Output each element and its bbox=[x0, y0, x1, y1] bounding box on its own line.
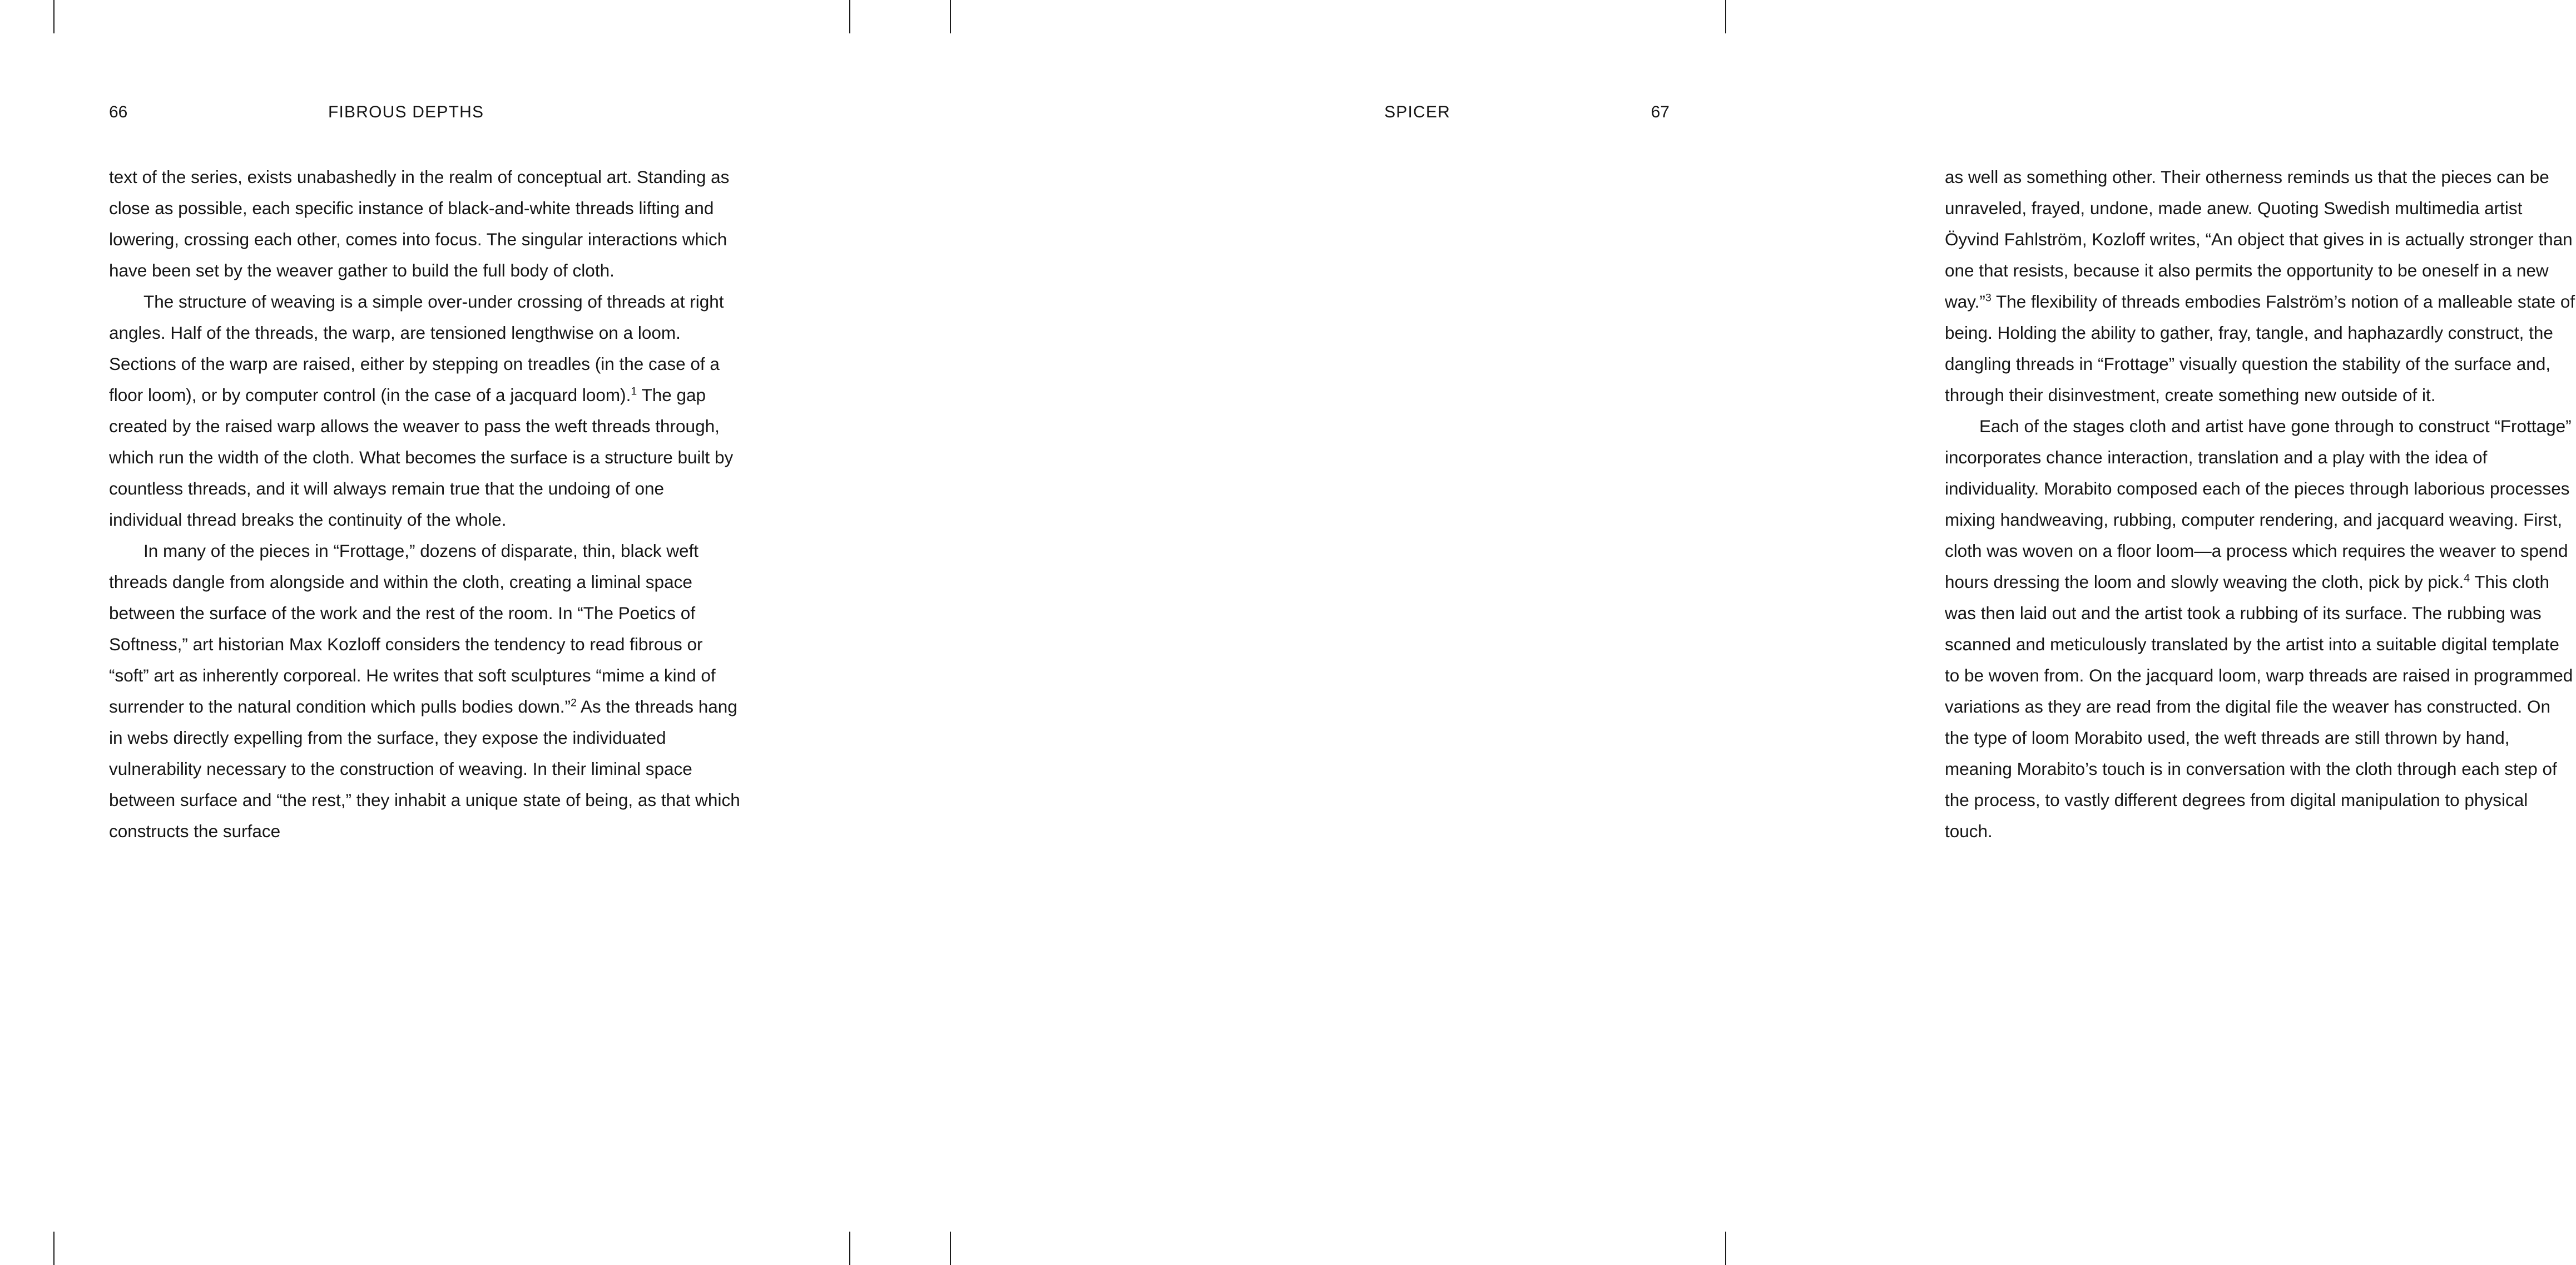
right-page-text-column bbox=[1945, 161, 2576, 847]
left-page-text-column bbox=[109, 161, 740, 847]
right-page-folio: 67 bbox=[1651, 103, 1670, 121]
footnote-marker-1[interactable]: 1 bbox=[631, 385, 637, 398]
paragraph-text-continued: The gap created by the raised warp allows the weaver to pass the weft threads through, which run the width of the cloth. What becomes the surface is a structure built by countless threads, and it will always remain true that the undoing of one individual thread breaks the continuity of the whole. bbox=[109, 385, 734, 530]
paragraph bbox=[109, 535, 740, 847]
footnote-marker-2[interactable]: 2 bbox=[570, 696, 577, 709]
paragraph: text of the series, exists unabashedly in the realm of conceptual art. Standing as close as possible, each specific instance of black-and-white threads lifting and lowering, crossing each other, comes into focus. The singular interactions which have been set by the weaver gather to build the full body of cloth. bbox=[109, 167, 730, 280]
footnote-marker-3[interactable]: 3 bbox=[1985, 291, 1992, 304]
left-page-folio: 66 bbox=[109, 103, 128, 121]
paragraph bbox=[1945, 161, 2576, 411]
right-page bbox=[889, 0, 2575, 1265]
paragraph-text: The structure of weaving is a simple over-under crossing of threads at right angles. Half of the threads, the warp, are tensioned lengthwise on a loom. Sections of the warp are raised, either by stepping on treadles (in the case of a floor loom), or by computer control (in the case of a jacquard loom). bbox=[109, 291, 724, 405]
right-page-running-head: SPICER bbox=[1384, 103, 1450, 121]
left-page bbox=[0, 0, 889, 1265]
left-page-running-head: FIBROUS DEPTHS bbox=[328, 103, 484, 121]
footnote-marker-4[interactable]: 4 bbox=[2464, 572, 2470, 585]
paragraph bbox=[109, 286, 740, 535]
paragraph-text-continued: The flexibility of threads embodies Falström’s notion of a malleable state of being. Holding the ability to gather, fray, tangle, and haphazardly construct, the dangling threads in “Frottage” visually question the stability of the surface and, through their disinvestment, create something new outside of it. bbox=[1945, 291, 2575, 405]
paragraph-text-continued: This cloth was then laid out and the artist took a rubbing of its surface. The rubbing was scanned and meticulously translated by the artist into a suitable digital template to be woven from. On the jacquard loom, warp threads are raised in programmed variations as they are read from the digital file the weaver has constructed. On the type of loom Morabito used, the weft threads are still thrown by hand, meaning Morabito’s touch is in conversation with the cloth through each step of the process, to vastly different degrees from digital manipulation to physical touch. bbox=[1945, 572, 2573, 841]
paragraph-text-continued: As the threads hang in webs directly expelling from the surface, they expose the individuated vulnerability necessary to the construction of weaving. In their liminal space between surface and “the rest,” they inhabit a unique state of being, as that which constructs the surface bbox=[109, 696, 740, 841]
paragraph-text: as well as something other. Their otherness reminds us that the pieces can be unraveled, frayed, undone, made anew. Quoting Swedish multimedia artist Öyvind Fahlström, Kozloff writes, “An object that gives in is actually stronger than one that resists, because it also permits the opportunity to be oneself in a new way.” bbox=[1945, 167, 2573, 312]
paragraph-text: Each of the stages cloth and artist have gone through to construct “Frottage” incorporates chance interaction, translation and a play with the idea of individuality. Morabito composed each of the pieces through laborious processes mixing handweaving, rubbing, computer rendering, and jacquard weaving. First, cloth was woven on a floor loom—a process which requires the weaver to spend hours dressing the loom and slowly weaving the cloth, pick by pick. bbox=[1945, 416, 2572, 592]
paragraph bbox=[1945, 411, 2576, 847]
paragraph-text: In many of the pieces in “Frottage,” dozens of disparate, thin, black weft threads dangle from alongside and within the cloth, creating a liminal space between the surface of the work and the rest of the room. In “The Poetics of Softness,” art historian Max Kozloff considers the tendency to read fibrous or “soft” art as inherently corporeal. He writes that soft sculptures “mime a kind of surrender to the natural condition which pulls bodies down.” bbox=[109, 541, 716, 716]
